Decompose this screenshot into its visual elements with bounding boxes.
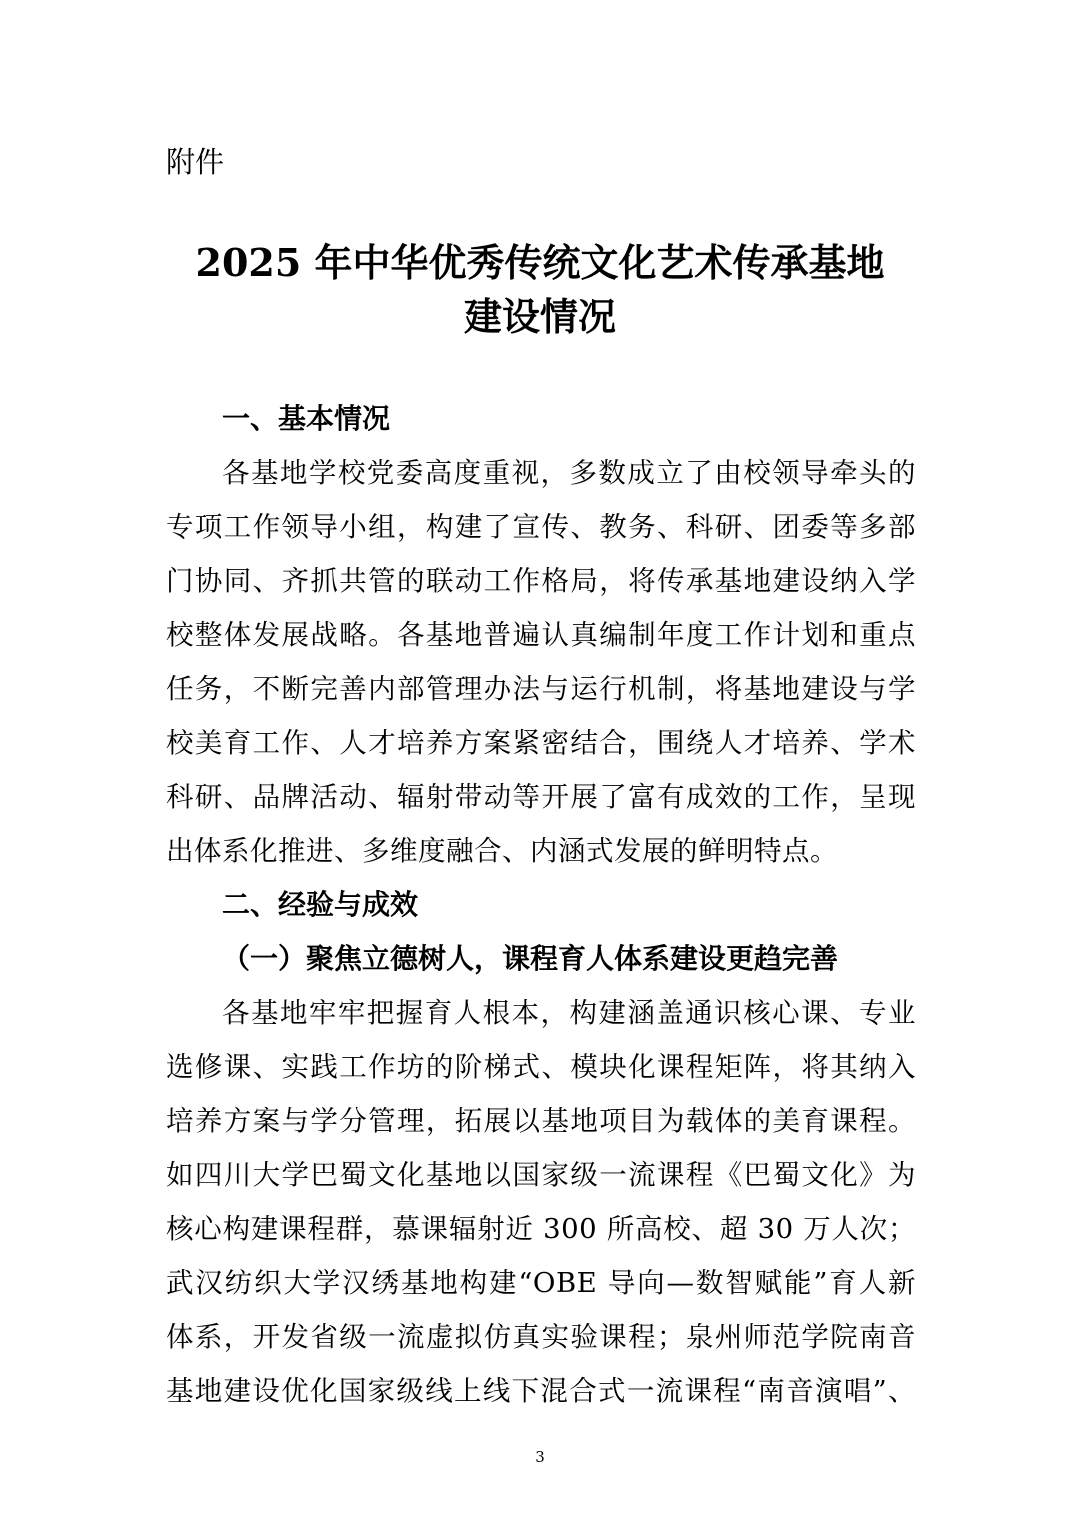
paragraph-line: 如四川大学巴蜀文化基地以国家级一流课程《巴蜀文化》为 (166, 1159, 916, 1191)
paragraph-line: 武汉纺织大学汉绣基地构建“OBE 导向—数智赋能”育人新 (166, 1267, 916, 1299)
document-title (140, 236, 940, 344)
paragraph-line: 各基地学校党委高度重视，多数成立了由校领导牵头的 (222, 457, 916, 489)
subsection-heading: （一）聚焦立德树人，课程育人体系建设更趋完善 (222, 942, 839, 975)
paragraph-line: 培养方案与学分管理，拓展以基地项目为载体的美育课程。 (166, 1105, 916, 1137)
paragraph-line: 任务，不断完善内部管理办法与运行机制，将基地建设与学 (166, 673, 916, 705)
paragraph-line: 选修课、实践工作坊的阶梯式、模块化课程矩阵，将其纳入 (166, 1051, 916, 1083)
section-heading-basic: 一、基本情况 (222, 402, 391, 435)
page-number: 3 (535, 1448, 545, 1466)
paragraph-line: 科研、品牌活动、辐射带动等开展了富有成效的工作，呈现 (166, 781, 916, 813)
document-body (166, 392, 916, 1418)
paragraph-line: 各基地牢牢把握育人根本，构建涵盖通识核心课、专业 (222, 997, 916, 1029)
paragraph-line: 出体系化推进、多维度融合、内涵式发展的鲜明特点。 (166, 835, 838, 867)
paragraph-line: 门协同、齐抓共管的联动工作格局，将传承基地建设纳入学 (166, 565, 916, 597)
paragraph-line: 基地建设优化国家级线上线下混合式一流课程“南音演唱”、 (166, 1375, 916, 1407)
paragraph-line: 专项工作领导小组，构建了宣传、教务、科研、团委等多部 (166, 511, 916, 543)
title-line-1: 2025 年中华优秀传统文化艺术传承基地 (195, 240, 885, 285)
title-line-2: 建设情况 (463, 294, 616, 339)
paragraph-line: 核心构建课程群，慕课辐射近 300 所高校、超 30 万人次； (166, 1213, 916, 1245)
paragraph-line: 校美育工作、人才培养方案紧密结合，围绕人才培养、学术 (166, 727, 916, 759)
paragraph-experience (166, 986, 916, 1418)
paragraph-line: 校整体发展战略。各基地普遍认真编制年度工作计划和重点 (166, 619, 916, 651)
paragraph-basic (166, 446, 916, 878)
paragraph-line: 体系，开发省级一流虚拟仿真实验课程；泉州师范学院南音 (166, 1321, 916, 1353)
section-heading-experience: 二、经验与成效 (222, 888, 419, 921)
attachment-label: 附件 (166, 145, 225, 179)
